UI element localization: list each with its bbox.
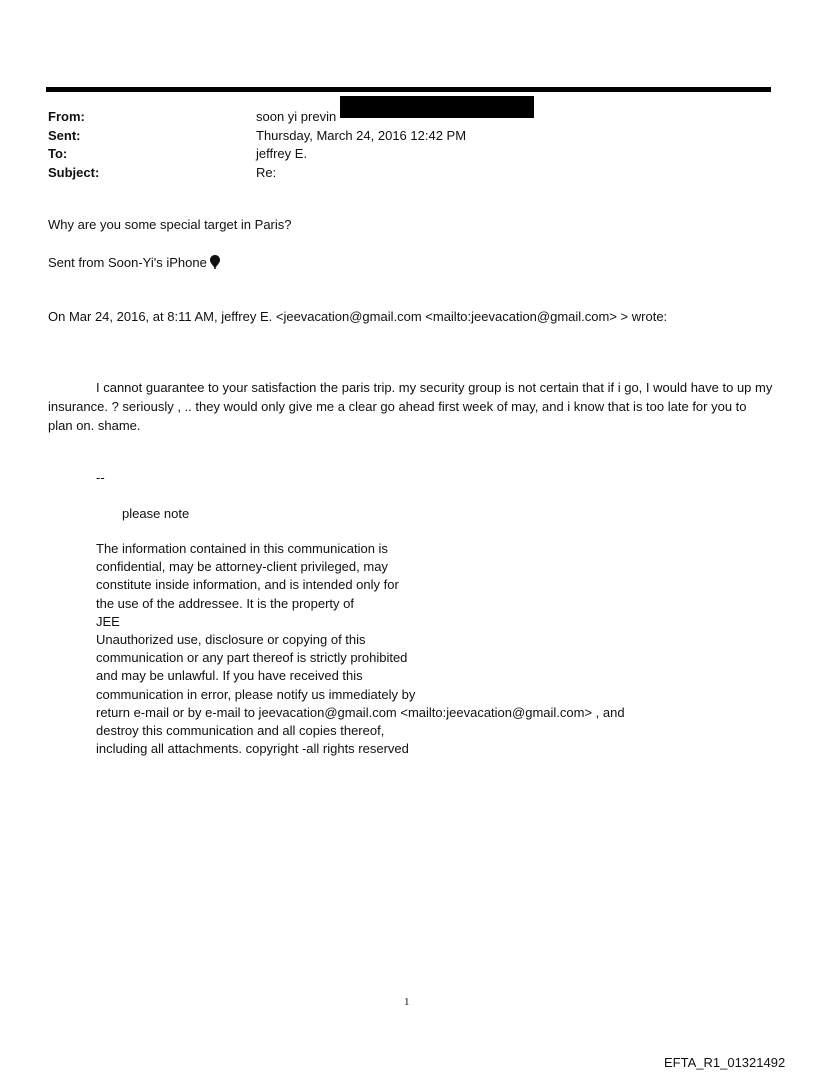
from-label: From:	[48, 109, 85, 124]
quote-header: On Mar 24, 2016, at 8:11 AM, jeffrey E. <jeevacation@gmail.com <mailto:jeevacation@gmail.com> > wrote:	[48, 309, 668, 324]
to-label: To:	[48, 146, 68, 161]
quoted-body: I cannot guarantee to your satisfaction the paris trip. my security group is not certain that if i go, I would have to up my insurance. ? seriously , .. they would only give me a clear go ahead first week of may, and i know that is too late for you to plan on. shame.	[48, 380, 773, 433]
disclaimer-line: Unauthorized use, disclosure or copying of this	[96, 632, 366, 648]
message-line: Why are you some special target in Paris?	[48, 217, 292, 232]
disclaimer-line: communication in error, please notify us immediately by	[96, 686, 416, 702]
sent-value: Thursday, March 24, 2016 12:42 PM	[256, 127, 467, 143]
disclaimer-line: confidential, may be attorney-client privileged, may	[96, 559, 388, 575]
header-rule	[46, 87, 771, 92]
signature-separator: --	[96, 470, 105, 485]
disclaimer-line: communication or any part thereof is strictly prohibited	[96, 650, 408, 666]
sent-label: Sent:	[48, 127, 81, 143]
signature-line	[48, 254, 220, 272]
disclaimer-line: return e-mail or by e-mail to jeevacation@gmail.com <mailto:jeevacation@gmail.com> , and	[96, 704, 625, 720]
from-name: soon yi previn	[256, 109, 337, 124]
disclaimer-line: including all attachments. copyright -all rights reserved	[96, 741, 409, 757]
subject-value: Re:	[256, 164, 277, 180]
subject-label: Subject:	[48, 164, 100, 180]
disclaimer-line: constitute inside information, and is intended only for	[96, 577, 399, 593]
pin-icon	[210, 255, 220, 269]
redaction-box	[340, 96, 534, 118]
disclaimer-line: and may be unlawful. If you have received this	[96, 668, 363, 684]
disclaimer-line: destroy this communication and all copies thereof,	[96, 723, 385, 739]
please-note: please note	[122, 506, 190, 521]
disclaimer-line: the use of the addressee. It is the property of	[96, 595, 354, 611]
bates-number: EFTA_R1_01321492	[664, 1055, 786, 1070]
page-number: 1	[404, 996, 410, 1008]
disclaimer-line: The information contained in this communication is	[96, 541, 388, 556]
signature-text: Sent from Soon-Yi's iPhone	[48, 255, 207, 270]
to-value: jeffrey E.	[256, 146, 308, 161]
disclaimer-line: JEE	[96, 613, 120, 629]
disclaimer-block	[96, 540, 625, 758]
